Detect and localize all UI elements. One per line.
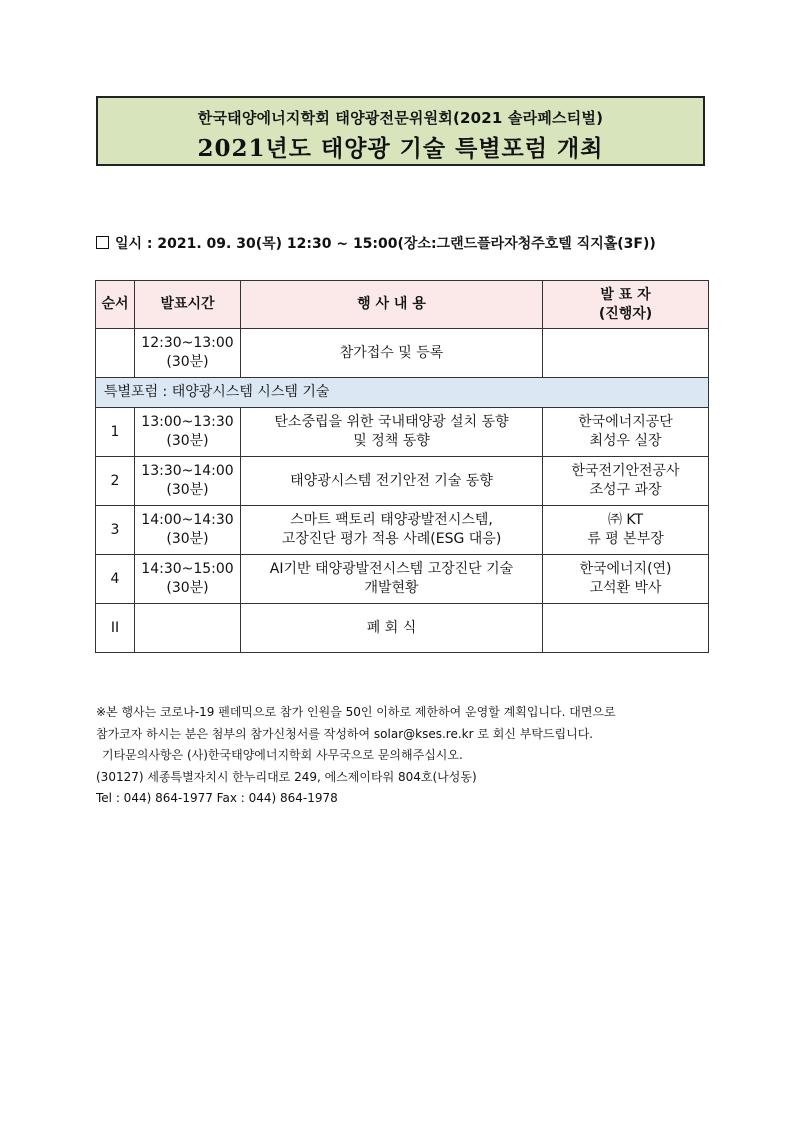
section-title: 특별포럼 : 태양광시스템 시스템 기술 [96,378,709,408]
program-table [95,280,709,653]
presenter-line1: ㈜ KT [607,512,644,528]
presenter-line2: 최성우 실장 [589,433,662,449]
cell-order: 1 [96,408,135,457]
cell-presenter [543,604,709,653]
cell-time [135,329,241,378]
section-row [96,378,709,408]
checkbox-icon [96,236,109,249]
note-line: 기타문의사항은 (사)한국태양에너지학회 사무국으로 문의해주십시오. [102,748,463,762]
note-line: ※본 행사는 코로나-19 펜데믹으로 참가 인원을 50인 이하로 제한하여 운영할 계획입니다. 대면으로 [96,705,616,719]
content-line2: 및 정책 동향 [353,433,430,449]
cell-time [135,408,241,457]
cell-content [241,506,543,555]
time-range: 14:00~14:30 [141,512,234,528]
table-row [96,555,709,604]
time-range: 14:30~15:00 [141,561,234,577]
time-duration: (30분) [166,482,209,498]
cell-presenter [543,457,709,506]
cell-order: 2 [96,457,135,506]
time-range: 12:30~13:00 [141,335,234,351]
header-presenter [543,281,709,329]
table-header-row [96,281,709,329]
presenter-line2: 조성구 과장 [589,482,662,498]
time-duration: (30분) [166,531,209,547]
content-line1: AI기반 태양광발전시스템 고장진단 기술 [269,561,514,577]
cell-order: 3 [96,506,135,555]
time-duration: (30분) [166,433,209,449]
cell-content [241,555,543,604]
contact-line: Tel : 044) 864-1977 Fax : 044) 864-1978 [96,791,338,805]
cell-order: II [96,604,135,653]
header-presenter-line1: 발 표 자 [600,286,651,303]
note-line: 참가코자 하시는 분은 첨부의 참가신청서를 작성하여 solar@kses.re.kr 로 회신 부탁드립니다. [96,726,594,741]
header-content: 행 사 내 용 [241,281,543,329]
page-title: 2021년도 태양광 기술 특별포럼 개최 [197,135,604,162]
presenter-line1: 한국에너지(연) [579,561,672,577]
cell-content: 참가접수 및 등록 [241,329,543,378]
presenter-line1: 한국에너지공단 [578,414,673,430]
notes [96,702,716,810]
cell-presenter [543,555,709,604]
table-row-reception [96,329,709,378]
cell-order: 4 [96,555,135,604]
presenter-line1: 한국전기안전공사 [571,463,680,479]
title-organizer: 한국태양에너지학회 태양광전문위원회(2021 솔라페스티벌) [197,109,604,127]
title-box [96,96,705,166]
cell-time [135,506,241,555]
cell-presenter [543,329,709,378]
time-range: 13:30~14:00 [141,463,234,479]
time-duration: (30분) [166,354,209,370]
cell-order [96,329,135,378]
header-time: 발표시간 [135,281,241,329]
time-range: 13:00~13:30 [141,414,234,430]
table-row [96,408,709,457]
header-presenter-line2: (진행자) [598,305,653,322]
cell-presenter [543,408,709,457]
content-line1: 태양광시스템 전기안전 기술 동향 [290,472,493,489]
table-row-closing [96,604,709,653]
cell-presenter [543,506,709,555]
cell-time [135,555,241,604]
cell-content [241,408,543,457]
cell-time [135,457,241,506]
content-line2: 개발현황 [364,580,419,596]
schedule-line [96,233,656,253]
table-row [96,506,709,555]
schedule-text: 일시 : 2021. 09. 30(목) 12:30 ~ 15:00(장소:그랜드플라자청주호텔 직지홀(3F)) [115,236,656,252]
presenter-line2: 고석환 박사 [589,580,662,596]
cell-content [241,457,543,506]
table-row [96,457,709,506]
content-line2: 고장진단 평가 적용 사례(ESG 대응) [281,531,502,547]
header-order: 순서 [96,281,135,329]
cell-time [135,604,241,653]
cell-content: 폐 회 식 [241,604,543,653]
content-line1: 스마트 팩토리 태양광발전시스템, [290,512,493,528]
time-duration: (30분) [166,580,209,596]
presenter-line2: 류 평 본부장 [587,531,664,547]
content-line1: 탄소중립을 위한 국내태양광 설치 동향 [274,414,509,430]
address-line: (30127) 세종특별자치시 한누리대로 249, 에스제이타워 804호(나성동) [96,769,477,784]
